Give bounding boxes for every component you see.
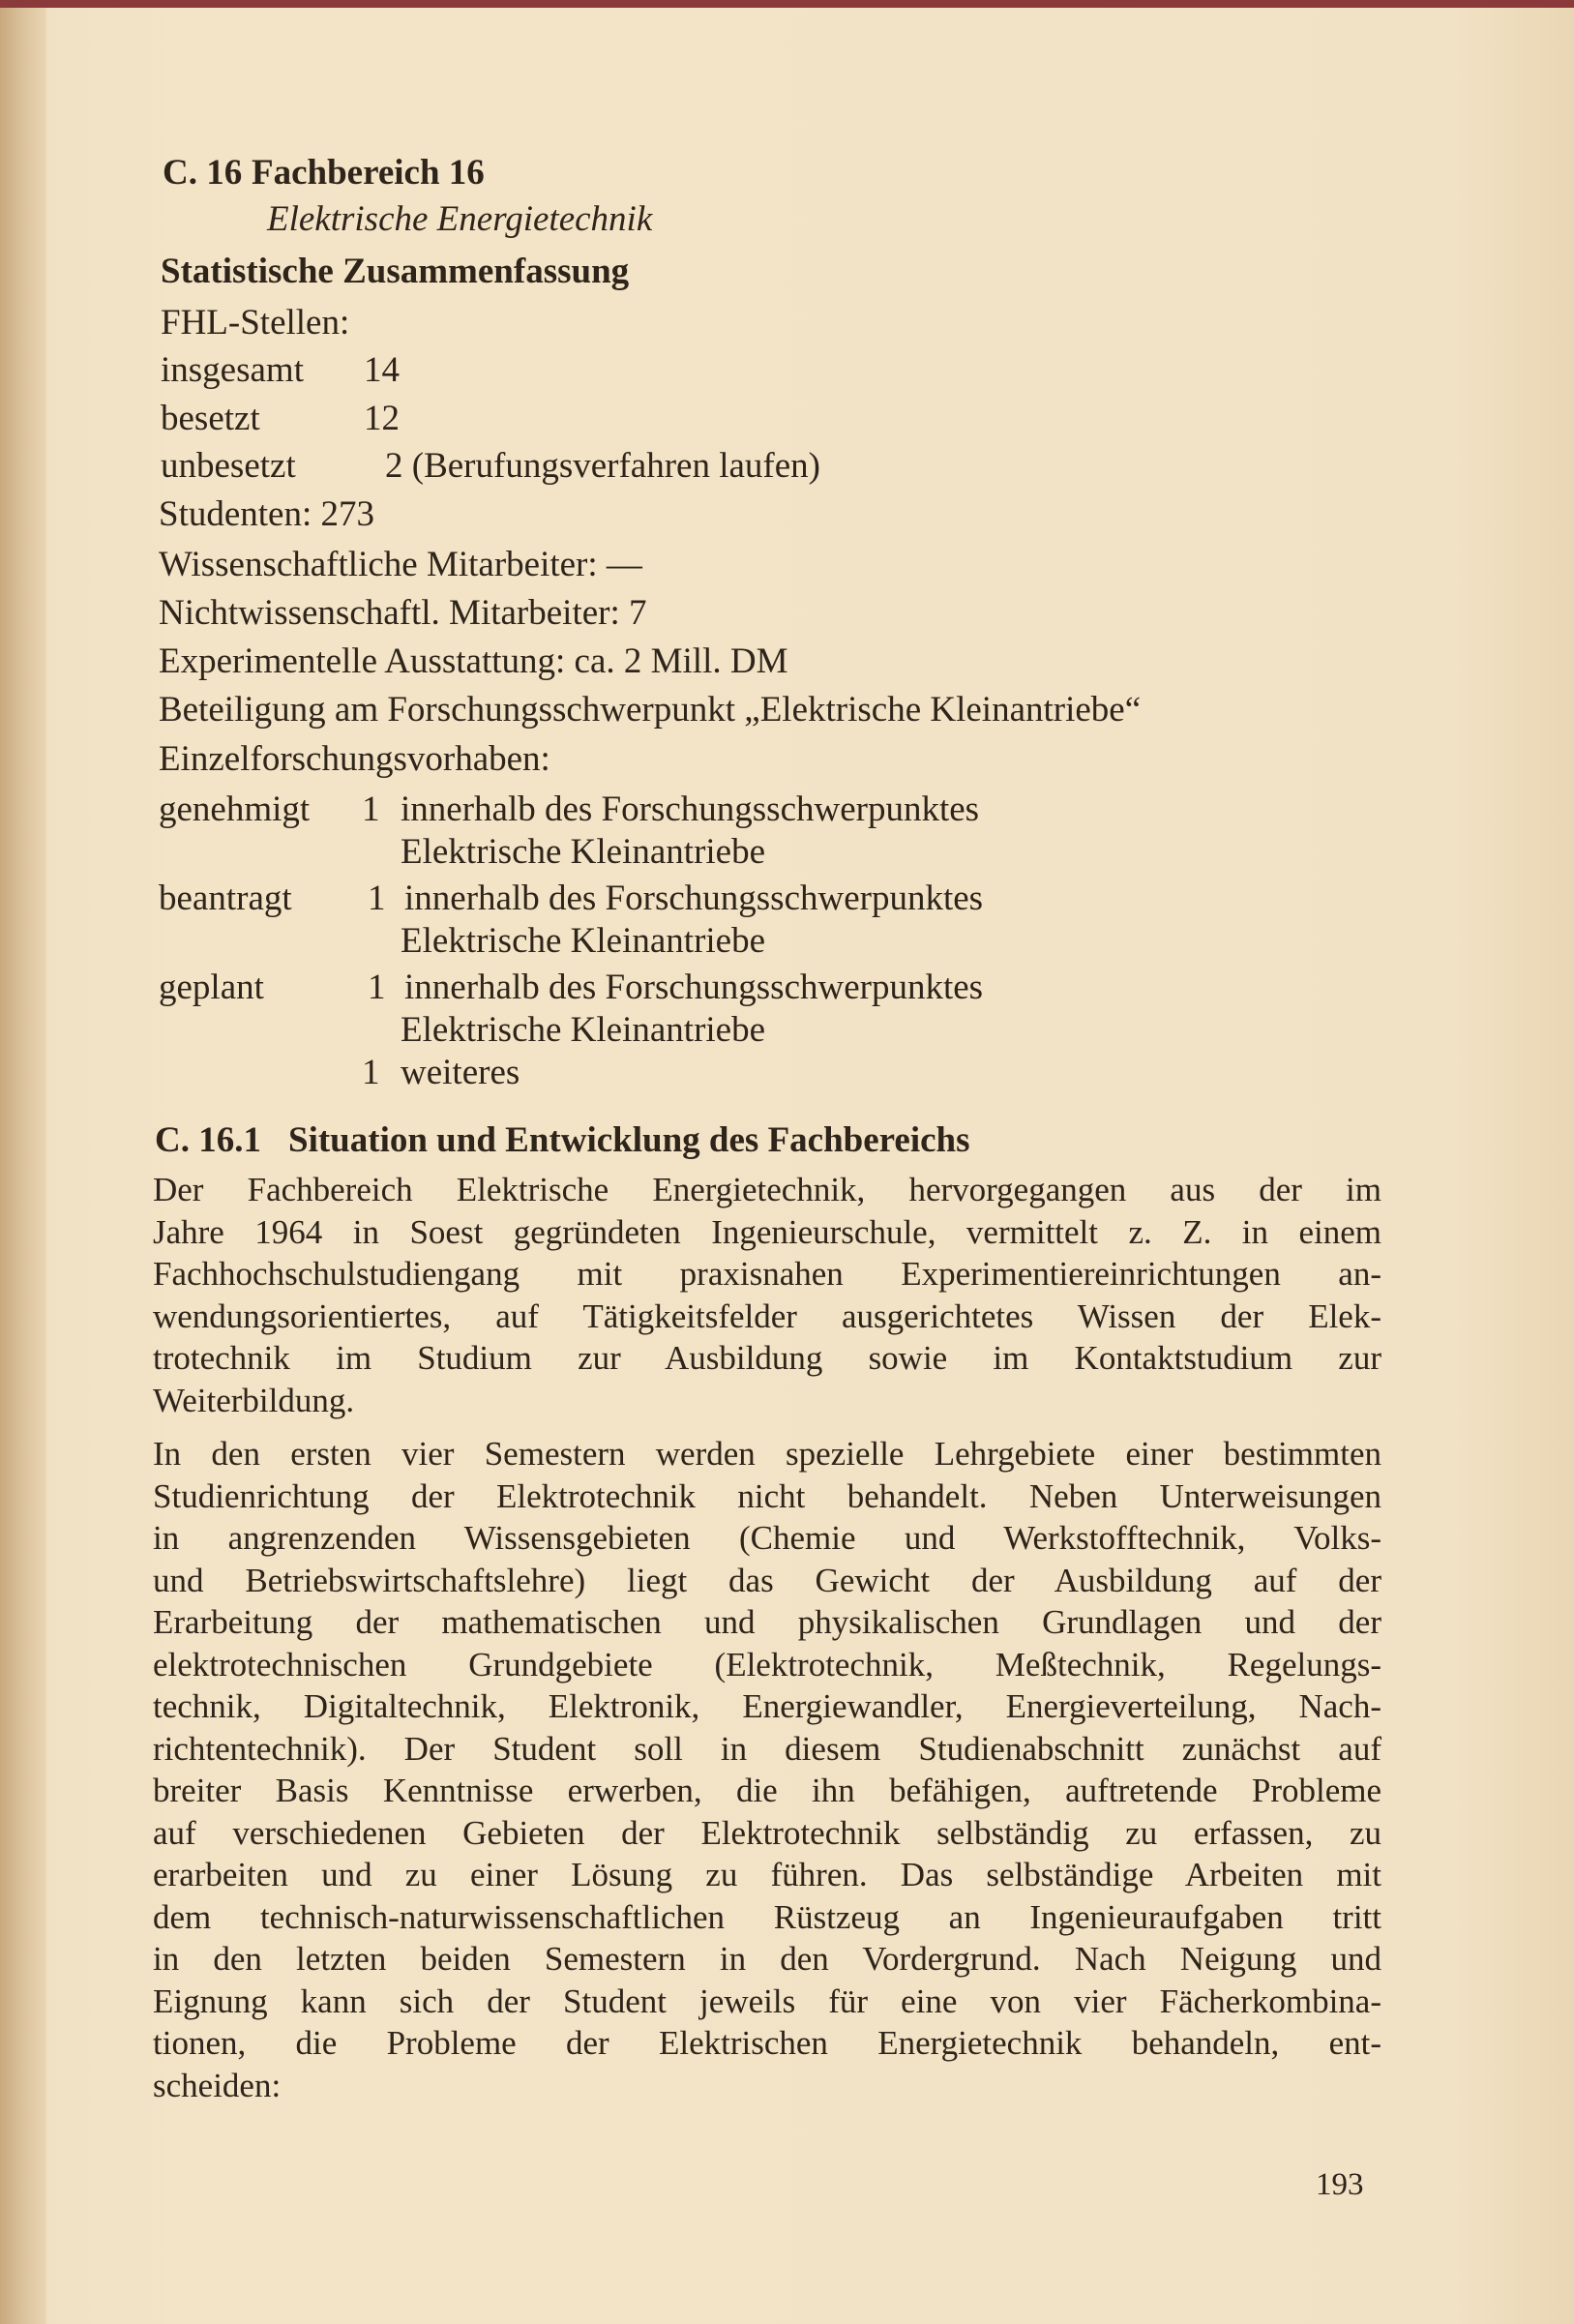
extra-project-count: 1: [362, 1053, 380, 1092]
text-line: Weiterbildung.: [153, 1381, 355, 1419]
text-line: richtentechnik). Der Student soll in diesem Studienabschnitt zunächst auf: [153, 1729, 1381, 1768]
project-line2: Elektrische Kleinantriebe: [401, 832, 766, 872]
text-line: Studienrichtung der Elektrotechnik nicht behandelt. Neben Unterweisungen: [153, 1476, 1381, 1515]
text-line: und Betriebswirtschaftslehre) liegt das Gewicht der Ausbildung auf der: [153, 1561, 1381, 1599]
non-scientific-staff: Nichtwissenschaftl. Mitarbeiter: 7: [159, 593, 647, 633]
section-title: Situation und Entwicklung des Fachbereichs: [288, 1120, 970, 1160]
text-line: Erarbeitung der mathematischen und physikalischen Grundlagen und der: [153, 1603, 1381, 1641]
text-line: dem technisch-naturwissenschaftlichen Rüstzeug an Ingenieuraufgaben tritt: [153, 1897, 1381, 1936]
text-line: elektrotechnischen Grundgebiete (Elektrotechnik, Meßtechnik, Regelungs-: [153, 1645, 1381, 1683]
vacant-label: unbesetzt: [161, 446, 296, 486]
project-line1: innerhalb des Forschungsschwerpunktes: [401, 790, 980, 829]
text-line: Jahre 1964 in Soest gegründeten Ingenieurschule, vermittelt z. Z. in einem: [153, 1212, 1381, 1251]
text-line: in angrenzenden Wissensgebieten (Chemie und Werkstofftechnik, Volks-: [153, 1519, 1381, 1557]
text-line: tionen, die Probleme der Elektrischen Energietechnik behandeln, ent-: [153, 2024, 1381, 2062]
project-line2: Elektrische Kleinantriebe: [401, 921, 766, 961]
text-line: In den ersten vier Semestern werden spezielle Lehrgebiete einer bestimmten: [153, 1435, 1381, 1473]
total-value: 14: [364, 350, 400, 390]
chapter-subtitle: Elektrische Energietechnik: [267, 199, 653, 239]
students: Studenten: 273: [159, 494, 375, 534]
text-line: trotechnik im Studium zur Ausbildung sowie im Kontaktstudium zur: [153, 1339, 1381, 1377]
text-line: Eignung kann sich der Student jeweils für eine von vier Fächerkombina-: [153, 1981, 1381, 2020]
text-line: Der Fachbereich Elektrische Energietechnik, hervorgegangen aus der im: [153, 1171, 1381, 1208]
text-line: Fachhochschulstudiengang mit praxisnahen Experimentiereinrichtungen an-: [153, 1255, 1381, 1293]
project-line2: Elektrische Kleinantriebe: [401, 1010, 766, 1050]
extra-project-text: weiteres: [401, 1053, 520, 1092]
chapter-number: C. 16: [163, 153, 243, 193]
project-line1: innerhalb des Forschungsschwerpunktes: [404, 879, 984, 918]
equipment: Experimentelle Ausstattung: ca. 2 Mill. DM: [159, 641, 788, 681]
text-line: breiter Basis Kenntnisse erwerben, die ihn befähigen, auftretende Probleme: [153, 1772, 1381, 1809]
text-line: in den letzten beiden Semestern in den Vordergrund. Nach Neigung und: [153, 1940, 1381, 1978]
project-line1: innerhalb des Forschungsschwerpunktes: [404, 968, 984, 1007]
chapter-title: Fachbereich 16: [252, 153, 485, 193]
project-label: genehmigt: [159, 790, 311, 829]
section-number: C. 16.1: [155, 1120, 261, 1160]
text-line: scheiden:: [153, 2066, 282, 2104]
text-line: wendungsorientiertes, auf Tätigkeitsfelder ausgerichtetes Wissen der Elek-: [153, 1296, 1381, 1335]
paragraph-1: [153, 1169, 1381, 1421]
project-count: 1: [368, 968, 386, 1007]
filled-label: besetzt: [161, 399, 260, 438]
page-number: 193: [1316, 2167, 1364, 2202]
project-count: 1: [362, 790, 380, 829]
project-count: 1: [368, 879, 386, 918]
book-page: [0, 8, 1574, 2324]
total-label: insgesamt: [161, 350, 304, 390]
text-line: erarbeiten und zu einer Lösung zu führen. Das selbständige Arbeiten mit: [153, 1856, 1381, 1893]
projects-label: Einzelforschungsvorhaben:: [159, 739, 550, 779]
scientific-staff: Wissenschaftliche Mitarbeiter: —: [159, 545, 642, 584]
text-line: auf verschiedenen Gebieten der Elektrotechnik selbständig zu erfassen, zu: [153, 1813, 1381, 1852]
text-line: technik, Digitaltechnik, Elektronik, Energiewandler, Energieverteilung, Nach-: [153, 1687, 1381, 1725]
fhl-label: FHL-Stellen:: [161, 303, 350, 343]
participation: Beteiligung am Forschungsschwerpunkt „Elektrische Kleinantriebe“: [159, 690, 1142, 730]
project-label: geplant: [159, 968, 264, 1007]
summary-title: Statistische Zusammenfassung: [161, 252, 630, 291]
vacant-value: 2 (Berufungsverfahren laufen): [385, 446, 820, 486]
book-spine: [0, 8, 46, 2324]
filled-value: 12: [364, 399, 400, 438]
paragraph-2: [153, 1433, 1381, 2106]
project-label: beantragt: [159, 879, 292, 918]
